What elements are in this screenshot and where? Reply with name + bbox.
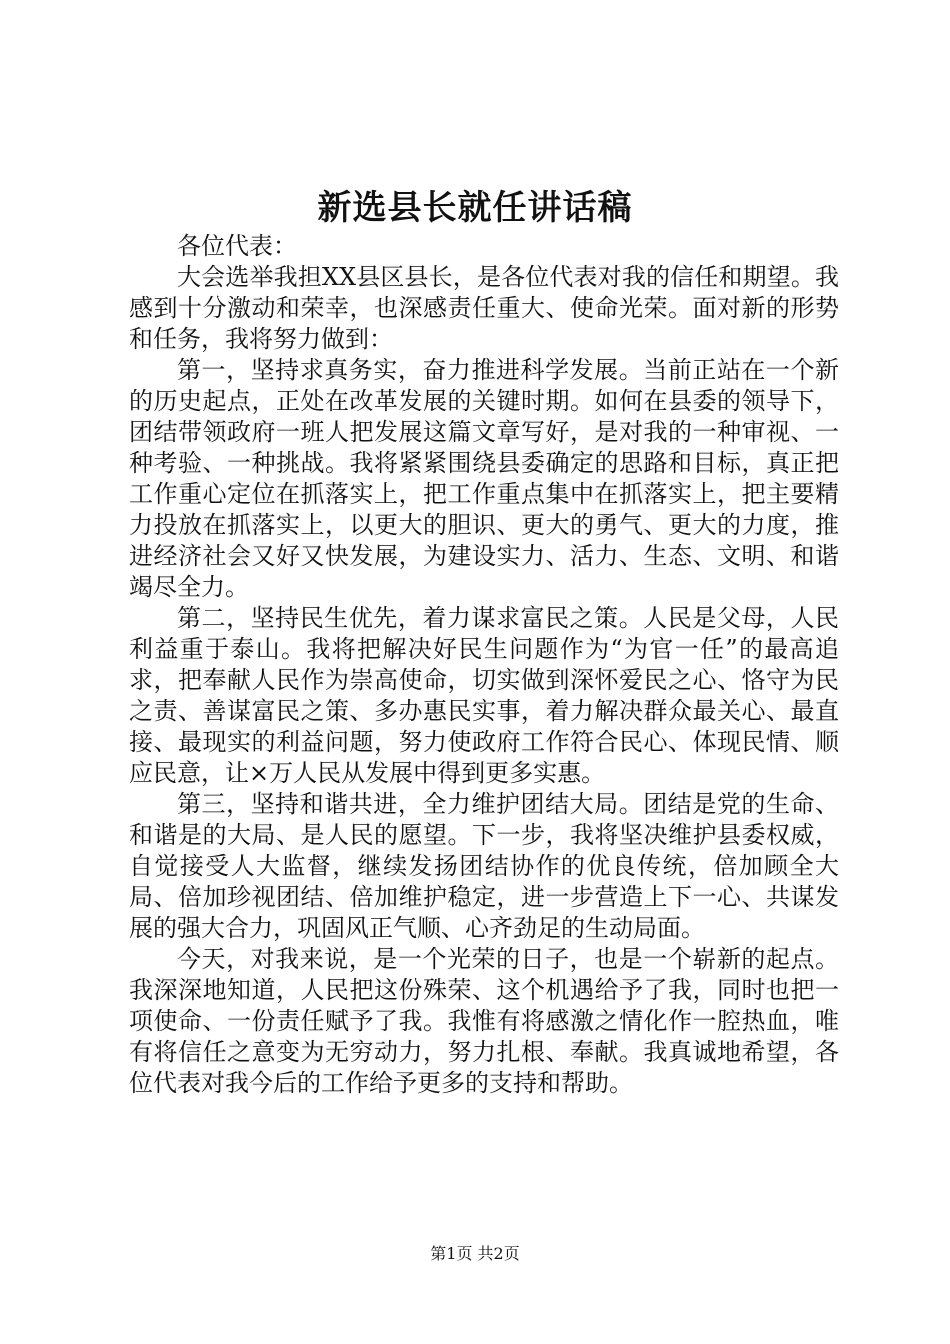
document-body	[129, 231, 839, 1099]
paragraph-closing: 今天，对我来说，是一个光荣的日子，也是一个崭新的起点。我深深地知道，人民把这份殊荣、这个机遇给予了我，同时也把一项使命、一份责任赋予了我。我惟有将感激之情化作一腔热血，唯有将信任之意变为无穷动力，努力扎根、奉献。我真诚地希望，各位代表对我今后的工作给予更多的支持和帮助。	[129, 945, 839, 1097]
page-number-footer: 第1页 共2页	[430, 1244, 520, 1263]
document-title: 新选县长就任讲话稿	[317, 188, 633, 228]
paragraph-second: 第二，坚持民生优先，着力谋求富民之策。人民是父母，人民利益重于泰山。我将把解决好民生问题作为“为官一任”的最高追求，把奉献人民作为崇高使命，切实做到深怀爱民之心、恪守为民之责、善谋富民之策、多办惠民实事，着力解决群众最关心、最直接、最现实的利益问题，努力使政府工作符合民心、体现民情、顺应民意，让×万人民从发展中得到更多实惠。	[129, 604, 839, 787]
paragraph-third: 第三，坚持和谐共进，全力维护团结大局。团结是党的生命、和谐是的大局、是人民的愿望。下一步，我将坚决维护县委权威，自觉接受人大监督，继续发扬团结协作的优良传统，倍加顾全大局、倍加珍视团结、倍加维护稳定，进一步营造上下一心、共谋发展的强大合力，巩固风正气顺、心齐劲足的生动局面。	[129, 790, 839, 942]
paragraph-intro: 大会选举我担XX县区县长，是各位代表对我的信任和期望。我感到十分激动和荣幸，也深感责任重大、使命光荣。面对新的形势和任务，我将努力做到：	[129, 263, 839, 353]
paragraph-salutation: 各位代表：	[177, 232, 297, 260]
paragraph-first: 第一，坚持求真务实，奋力推进科学发展。当前正站在一个新的历史起点，正处在改革发展的关键时期。如何在县委的领导下，团结带领政府一班人把发展这篇文章写好，是对我的一种审视、一种考验、一种挑战。我将紧紧围绕县委确定的思路和目标，真正把工作重心定位在抓落实上，把工作重点集中在抓落实上，把主要精力投放在抓落实上，以更大的胆识、更大的勇气、更大的力度，推进经济社会又好又快发展，为建设实力、活力、生态、文明、和谐竭尽全力。	[129, 356, 839, 601]
